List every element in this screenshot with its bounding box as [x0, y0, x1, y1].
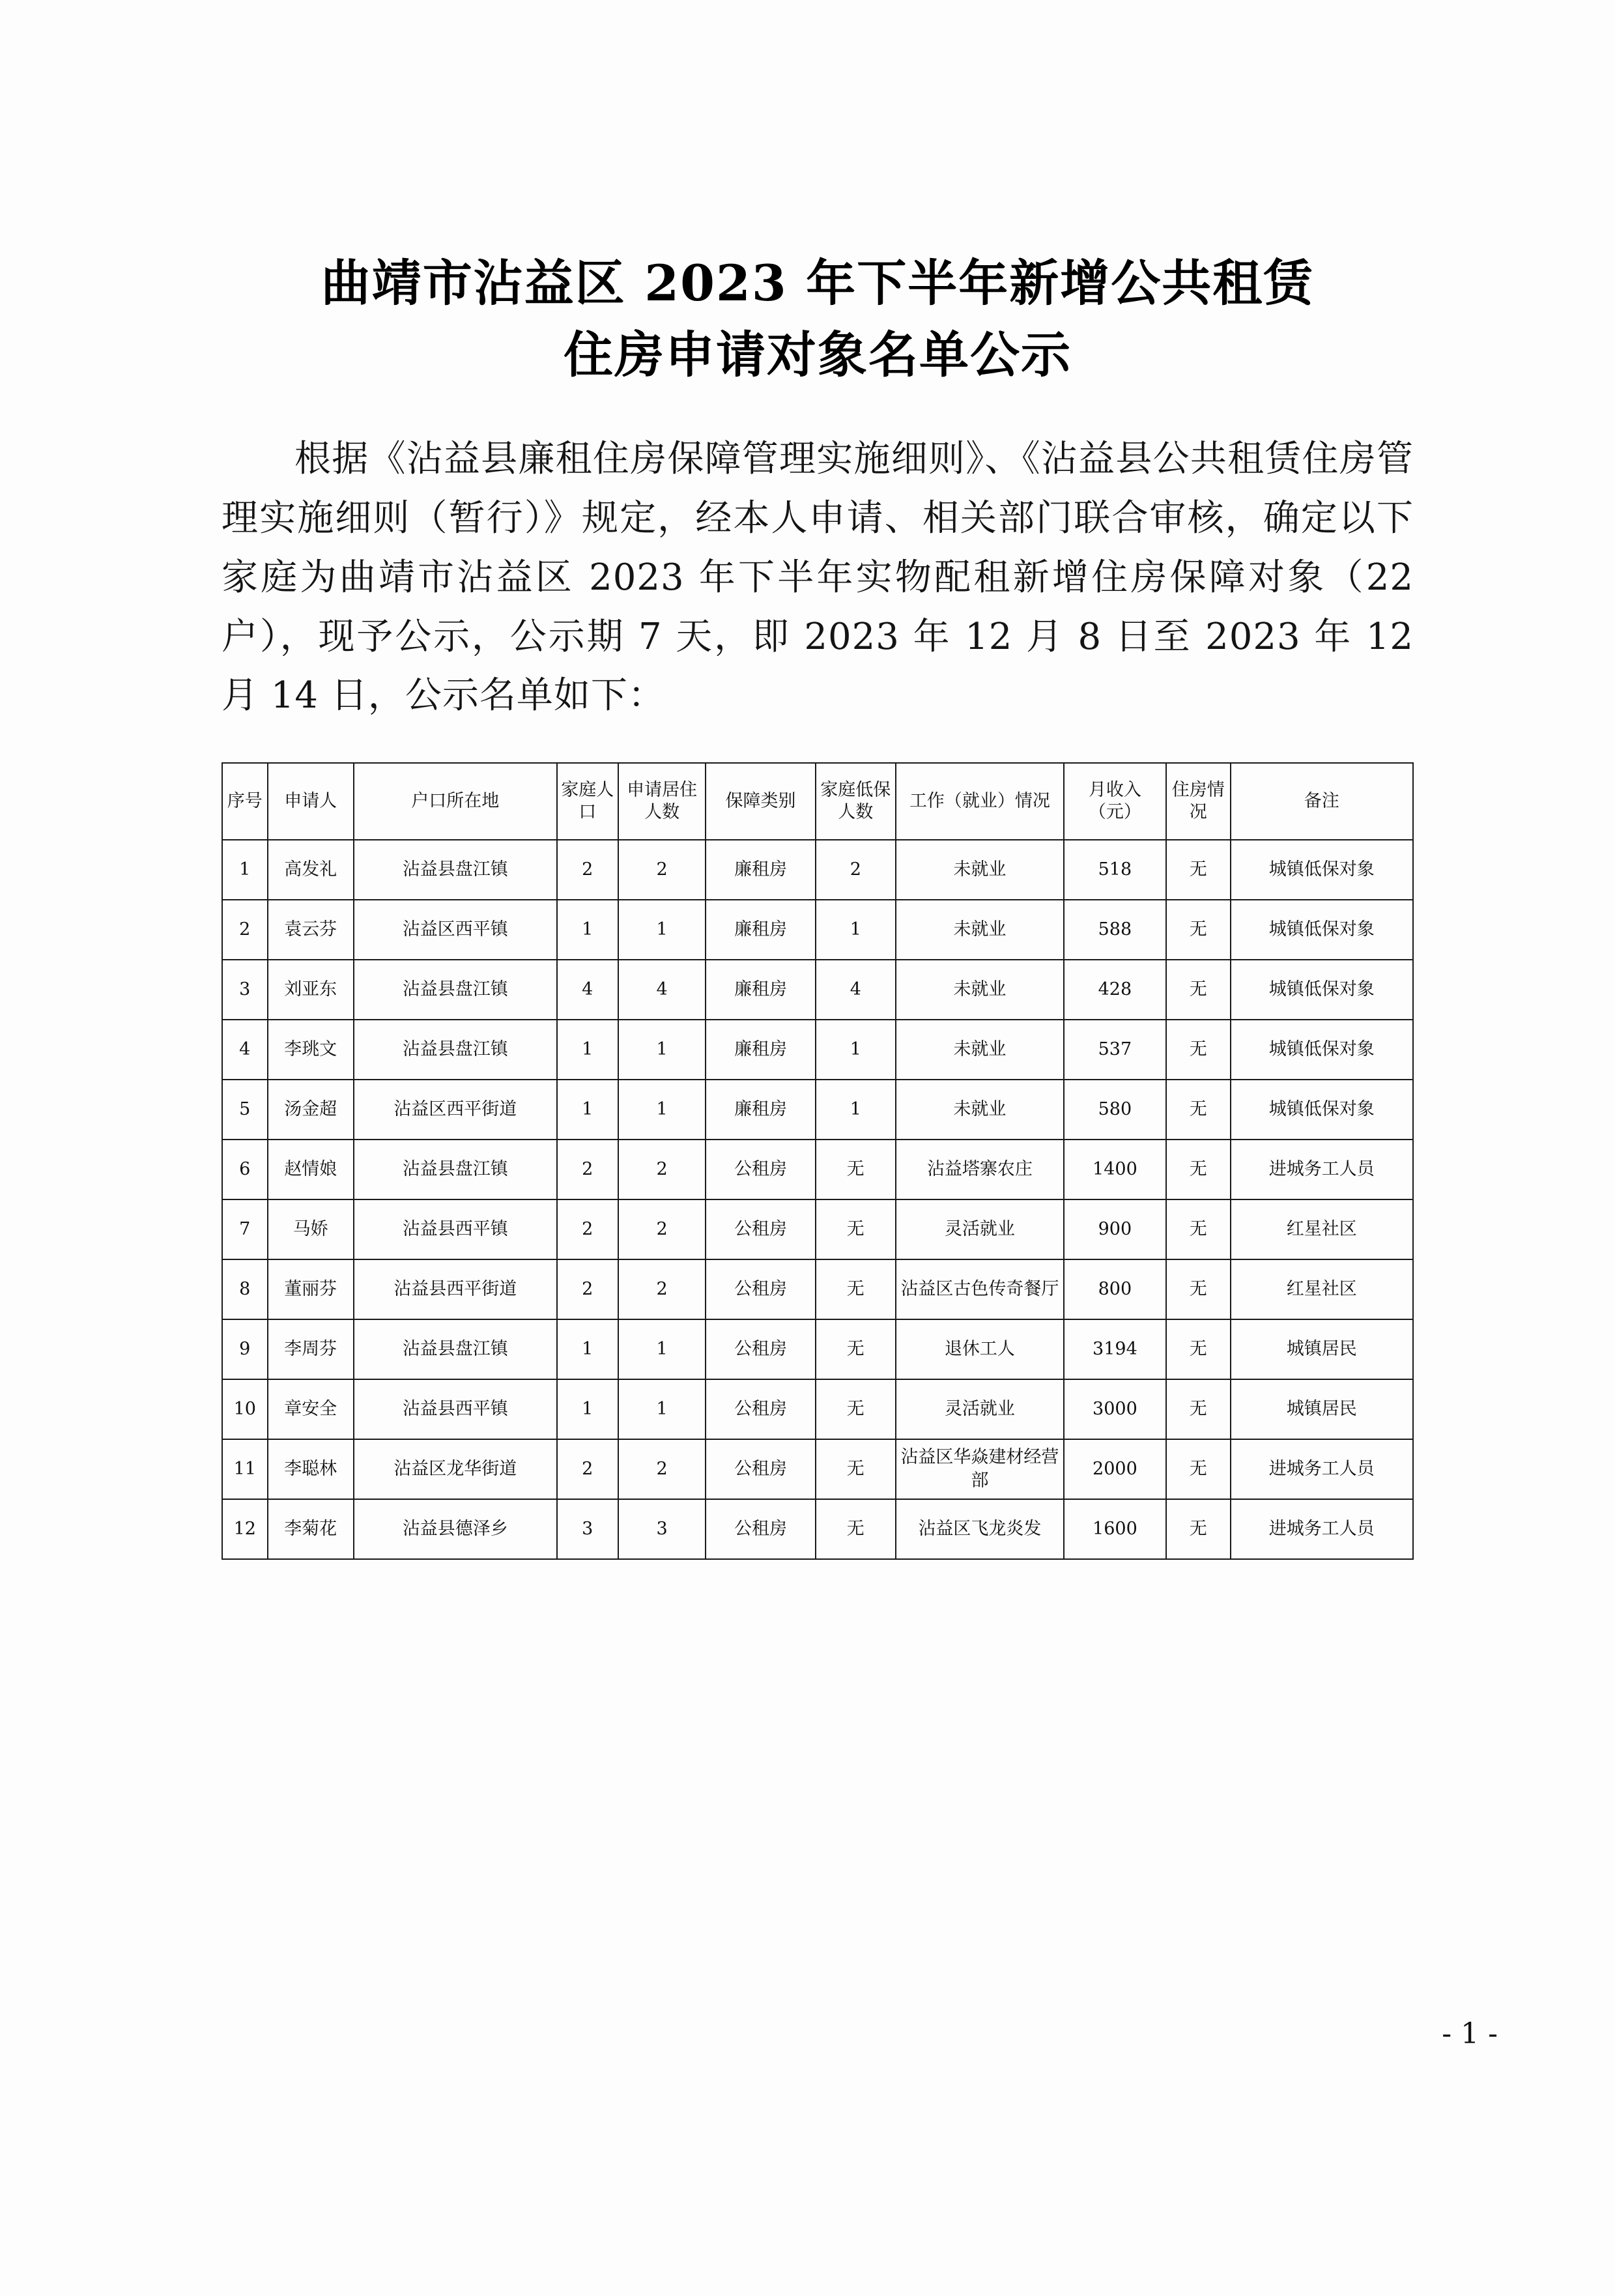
- cell-family-size: 2: [557, 1199, 618, 1259]
- cell-applicant: 赵情娘: [268, 1140, 354, 1199]
- column-header-residence: [354, 763, 557, 840]
- cell-index: 12: [222, 1499, 268, 1559]
- cell-monthly-income: 2000: [1064, 1439, 1166, 1499]
- column-header-monthly-income: [1064, 763, 1166, 840]
- table-row: [222, 1199, 1413, 1259]
- cell-applicant: 马娇: [268, 1199, 354, 1259]
- column-header-subsistence-count-label: 家庭低保人数: [820, 780, 891, 822]
- cell-monthly-income: 900: [1064, 1199, 1166, 1259]
- column-header-subsistence-count: [816, 763, 896, 840]
- cell-employment: 未就业: [896, 960, 1064, 1020]
- cell-remark: 红星社区: [1231, 1259, 1413, 1319]
- cell-housing-category: 廉租房: [706, 840, 815, 900]
- cell-index: 9: [222, 1319, 268, 1379]
- column-header-family-size-label: 家庭人口: [561, 780, 614, 822]
- column-header-housing-category-label: 保障类别: [725, 791, 796, 812]
- cell-index: 4: [222, 1020, 268, 1080]
- cell-remark: 城镇低保对象: [1231, 840, 1413, 900]
- cell-index: 1: [222, 840, 268, 900]
- cell-employment: 未就业: [896, 840, 1064, 900]
- cell-remark: 红星社区: [1231, 1199, 1413, 1259]
- cell-housing-category: 廉租房: [706, 1020, 815, 1080]
- cell-subsistence-count: 无: [816, 1259, 896, 1319]
- cell-subsistence-count: 1: [816, 1080, 896, 1140]
- cell-family-size: 1: [557, 1020, 618, 1080]
- column-header-residence-label: 户口所在地: [411, 791, 500, 812]
- cell-housing-category: 公租房: [706, 1259, 815, 1319]
- cell-index: 7: [222, 1199, 268, 1259]
- column-header-employment-label: 工作（就业）情况: [909, 791, 1050, 812]
- cell-housing-status: 无: [1166, 1319, 1231, 1379]
- cell-residence: 沾益县盘江镇: [354, 1020, 557, 1080]
- cell-applied-occupants: 1: [618, 1379, 706, 1439]
- cell-family-size: 2: [557, 1140, 618, 1199]
- cell-employment: 沾益塔寨农庄: [896, 1140, 1064, 1199]
- table-row: [222, 1140, 1413, 1199]
- cell-remark: 进城务工人员: [1231, 1499, 1413, 1559]
- cell-family-size: 3: [557, 1499, 618, 1559]
- cell-remark: 城镇居民: [1231, 1379, 1413, 1439]
- cell-employment: 灵活就业: [896, 1199, 1064, 1259]
- cell-housing-status: 无: [1166, 1379, 1231, 1439]
- table-row: [222, 1259, 1413, 1319]
- title-line-2: 住房申请对象名单公示: [564, 326, 1072, 384]
- column-header-family-size: [557, 763, 618, 840]
- column-header-monthly-income-label: 月收入（元）: [1088, 780, 1141, 822]
- cell-residence: 沾益县盘江镇: [354, 840, 557, 900]
- cell-housing-category: 公租房: [706, 1499, 815, 1559]
- cell-index: 11: [222, 1439, 268, 1499]
- column-header-remark: [1231, 763, 1413, 840]
- applicant-list-table: [222, 762, 1414, 1560]
- cell-residence: 沾益区龙华街道: [354, 1439, 557, 1499]
- table-row: [222, 1379, 1413, 1439]
- cell-remark: 城镇居民: [1231, 1319, 1413, 1379]
- cell-index: 10: [222, 1379, 268, 1439]
- column-header-applicant-label: 申请人: [284, 791, 337, 812]
- cell-index: 5: [222, 1080, 268, 1140]
- cell-housing-category: 公租房: [706, 1439, 815, 1499]
- column-header-applicant: [268, 763, 354, 840]
- cell-subsistence-count: 1: [816, 1020, 896, 1080]
- cell-employment: 沾益区古色传奇餐厅: [896, 1259, 1064, 1319]
- cell-subsistence-count: 无: [816, 1199, 896, 1259]
- cell-family-size: 1: [557, 1379, 618, 1439]
- cell-monthly-income: 3000: [1064, 1379, 1166, 1439]
- cell-employment: 退休工人: [896, 1319, 1064, 1379]
- cell-index: 6: [222, 1140, 268, 1199]
- cell-applicant: 刘亚东: [268, 960, 354, 1020]
- column-header-index: [222, 763, 268, 840]
- cell-monthly-income: 800: [1064, 1259, 1166, 1319]
- cell-family-size: 1: [557, 900, 618, 960]
- table-row: [222, 1020, 1413, 1080]
- cell-monthly-income: 537: [1064, 1020, 1166, 1080]
- cell-housing-status: 无: [1166, 1140, 1231, 1199]
- cell-employment: 未就业: [896, 1080, 1064, 1140]
- cell-applied-occupants: 3: [618, 1499, 706, 1559]
- table-row: [222, 1499, 1413, 1559]
- cell-monthly-income: 1600: [1064, 1499, 1166, 1559]
- cell-residence: 沾益区西平街道: [354, 1080, 557, 1140]
- cell-housing-category: 公租房: [706, 1319, 815, 1379]
- cell-remark: 城镇低保对象: [1231, 900, 1413, 960]
- cell-employment: 沾益区飞龙炎发: [896, 1499, 1064, 1559]
- title-line-1: 曲靖市沾益区 2023 年下半年新增公共租赁: [321, 254, 1315, 312]
- table-header-row: [222, 763, 1413, 840]
- cell-applicant: 章安全: [268, 1379, 354, 1439]
- cell-monthly-income: 518: [1064, 840, 1166, 900]
- cell-housing-category: 公租房: [706, 1140, 815, 1199]
- cell-monthly-income: 580: [1064, 1080, 1166, 1140]
- cell-family-size: 1: [557, 1080, 618, 1140]
- cell-index: 3: [222, 960, 268, 1020]
- cell-monthly-income: 3194: [1064, 1319, 1166, 1379]
- cell-index: 8: [222, 1259, 268, 1319]
- column-header-employment: [896, 763, 1064, 840]
- table-body: [222, 840, 1413, 1559]
- cell-applicant: 李菊花: [268, 1499, 354, 1559]
- table-row: [222, 840, 1413, 900]
- cell-applicant: 李聪林: [268, 1439, 354, 1499]
- cell-applicant: 袁云芬: [268, 900, 354, 960]
- cell-housing-status: 无: [1166, 1259, 1231, 1319]
- page-number: - 1 -: [1442, 2017, 1498, 2050]
- cell-applicant: 高发礼: [268, 840, 354, 900]
- cell-subsistence-count: 无: [816, 1439, 896, 1499]
- cell-subsistence-count: 4: [816, 960, 896, 1020]
- cell-housing-category: 廉租房: [706, 1080, 815, 1140]
- column-header-applied-occupants: [618, 763, 706, 840]
- table-row: [222, 1080, 1413, 1140]
- cell-applied-occupants: 1: [618, 1319, 706, 1379]
- cell-subsistence-count: 无: [816, 1379, 896, 1439]
- cell-residence: 沾益县西平街道: [354, 1259, 557, 1319]
- cell-housing-status: 无: [1166, 1080, 1231, 1140]
- cell-applied-occupants: 2: [618, 840, 706, 900]
- cell-residence: 沾益县盘江镇: [354, 960, 557, 1020]
- table-row: [222, 900, 1413, 960]
- cell-applied-occupants: 2: [618, 1140, 706, 1199]
- cell-applicant: 董丽芬: [268, 1259, 354, 1319]
- cell-housing-category: 公租房: [706, 1379, 815, 1439]
- cell-residence: 沾益县西平镇: [354, 1199, 557, 1259]
- cell-housing-status: 无: [1166, 1439, 1231, 1499]
- cell-index: 2: [222, 900, 268, 960]
- cell-remark: 城镇低保对象: [1231, 1080, 1413, 1140]
- column-header-housing-status-label: 住房情况: [1171, 780, 1225, 822]
- column-header-housing-category: [706, 763, 815, 840]
- cell-employment: 沾益区华焱建材经营部: [896, 1439, 1064, 1499]
- cell-subsistence-count: 无: [816, 1499, 896, 1559]
- column-header-housing-status: [1166, 763, 1231, 840]
- cell-housing-status: 无: [1166, 1499, 1231, 1559]
- column-header-index-label: 序号: [227, 791, 263, 812]
- cell-residence: 沾益县盘江镇: [354, 1319, 557, 1379]
- table-row: [222, 960, 1413, 1020]
- cell-remark: 城镇低保对象: [1231, 960, 1413, 1020]
- cell-housing-status: 无: [1166, 840, 1231, 900]
- cell-subsistence-count: 无: [816, 1319, 896, 1379]
- cell-applied-occupants: 1: [618, 1080, 706, 1140]
- cell-employment: 未就业: [896, 1020, 1064, 1080]
- cell-remark: 城镇低保对象: [1231, 1020, 1413, 1080]
- cell-housing-status: 无: [1166, 1020, 1231, 1080]
- cell-employment: 未就业: [896, 900, 1064, 960]
- announcement-paragraph: 根据《沾益县廉租住房保障管理实施细则》、《沾益县公共租赁住房管理实施细则（暂行）》规定，经本人申请、相关部门联合审核，确定以下家庭为曲靖市沾益区 2023 年下半年实物配租新增住房保障对象（22 户），现予公示，公示期 7 天，即 2023 年 12 月 8 日至 2023 年 12 月 14 日，公示名单如下：: [222, 438, 1414, 717]
- cell-residence: 沾益县盘江镇: [354, 1140, 557, 1199]
- applicant-table-wrap: [222, 762, 1414, 1560]
- cell-family-size: 4: [557, 960, 618, 1020]
- cell-applied-occupants: 4: [618, 960, 706, 1020]
- cell-housing-category: 廉租房: [706, 960, 815, 1020]
- cell-monthly-income: 588: [1064, 900, 1166, 960]
- page-title: [222, 248, 1414, 391]
- cell-housing-status: 无: [1166, 1199, 1231, 1259]
- column-header-remark-label: 备注: [1304, 791, 1339, 812]
- cell-remark: 进城务工人员: [1231, 1140, 1413, 1199]
- cell-applied-occupants: 2: [618, 1259, 706, 1319]
- cell-subsistence-count: 无: [816, 1140, 896, 1199]
- table-row: [222, 1439, 1413, 1499]
- cell-monthly-income: 1400: [1064, 1140, 1166, 1199]
- cell-employment: 灵活就业: [896, 1379, 1064, 1439]
- cell-applicant: 李周芬: [268, 1319, 354, 1379]
- cell-applied-occupants: 1: [618, 1020, 706, 1080]
- column-header-applied-occupants-label: 申请居住人数: [627, 780, 698, 822]
- cell-residence: 沾益区西平镇: [354, 900, 557, 960]
- cell-subsistence-count: 1: [816, 900, 896, 960]
- cell-family-size: 2: [557, 840, 618, 900]
- cell-applied-occupants: 1: [618, 900, 706, 960]
- cell-residence: 沾益县西平镇: [354, 1379, 557, 1439]
- cell-applied-occupants: 2: [618, 1199, 706, 1259]
- page-content: [222, 248, 1414, 1560]
- table-row: [222, 1319, 1413, 1379]
- cell-monthly-income: 428: [1064, 960, 1166, 1020]
- cell-family-size: 2: [557, 1439, 618, 1499]
- cell-housing-status: 无: [1166, 900, 1231, 960]
- cell-housing-status: 无: [1166, 960, 1231, 1020]
- cell-family-size: 1: [557, 1319, 618, 1379]
- cell-subsistence-count: 2: [816, 840, 896, 900]
- cell-applied-occupants: 2: [618, 1439, 706, 1499]
- cell-housing-category: 公租房: [706, 1199, 815, 1259]
- cell-family-size: 2: [557, 1259, 618, 1319]
- table-header: [222, 763, 1413, 840]
- cell-applicant: 李珧文: [268, 1020, 354, 1080]
- cell-residence: 沾益县德泽乡: [354, 1499, 557, 1559]
- cell-remark: 进城务工人员: [1231, 1439, 1413, 1499]
- cell-applicant: 汤金超: [268, 1080, 354, 1140]
- cell-housing-category: 廉租房: [706, 900, 815, 960]
